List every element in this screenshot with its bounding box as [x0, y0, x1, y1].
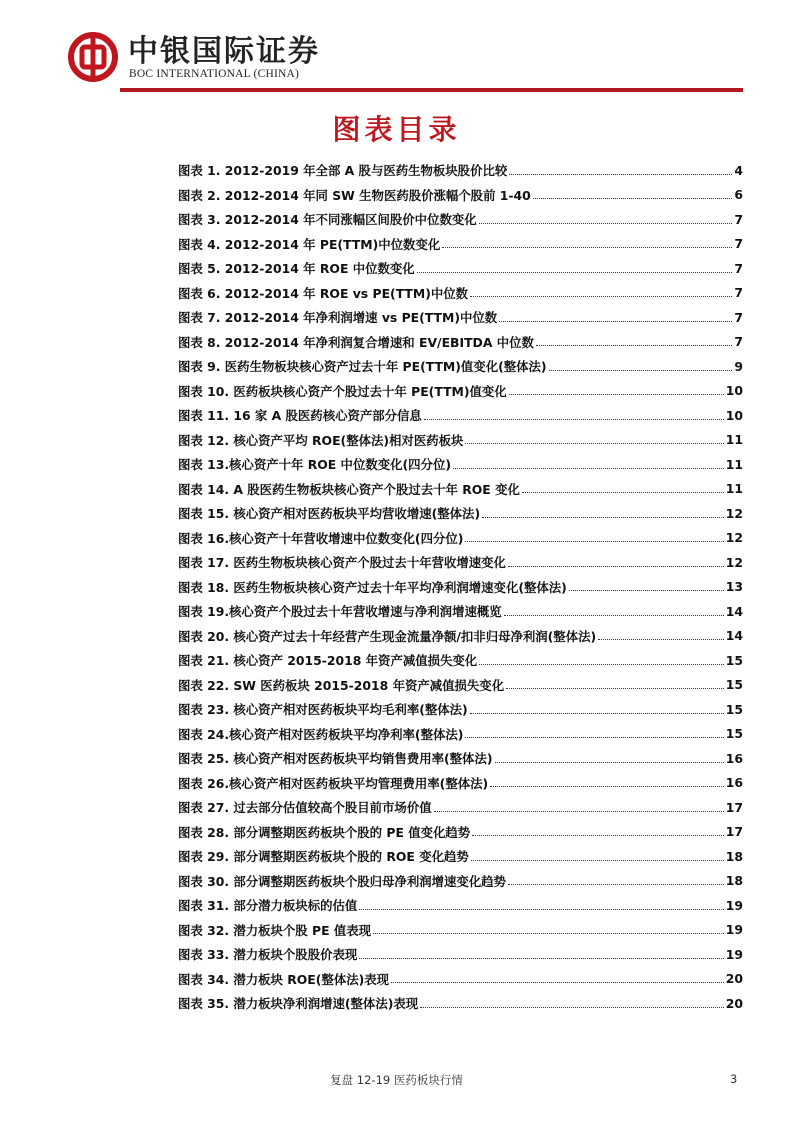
toc-item-label: 图表 4. 2012-2014 年 PE(TTM)中位数变化 — [178, 236, 441, 252]
toc-item-label: 图表 30. 部分调整期医药板块个股归母净利润增速变化趋势 — [178, 873, 506, 889]
toc-item-label: 图表 13.核心资产十年 ROE 中位数变化(四分位) — [178, 457, 452, 473]
toc-item[interactable] — [178, 452, 743, 477]
toc-leader-dots — [471, 860, 724, 861]
toc-leader-dots — [470, 713, 724, 714]
toc-item-label: 图表 17. 医药生物板块核心资产个股过去十年营收增速变化 — [178, 555, 506, 571]
toc-leader-dots — [509, 394, 724, 395]
toc-item[interactable] — [178, 501, 743, 526]
toc-leader-dots — [472, 835, 724, 836]
toc-item-page: 12 — [725, 505, 743, 521]
toc-item[interactable] — [178, 648, 743, 673]
toc-item[interactable] — [178, 477, 743, 502]
toc-item-label: 图表 25. 核心资产相对医药板块平均销售费用率(整体法) — [178, 751, 493, 767]
toc-leader-dots — [373, 933, 724, 934]
toc-item[interactable] — [178, 697, 743, 722]
toc-leader-dots — [495, 762, 724, 763]
toc-leader-dots — [499, 321, 732, 322]
toc-item[interactable] — [178, 550, 743, 575]
toc-item-label: 图表 28. 部分调整期医药板块个股的 PE 值变化趋势 — [178, 824, 471, 840]
toc-item[interactable] — [178, 844, 743, 869]
toc-item-page: 19 — [725, 946, 743, 962]
toc-item[interactable] — [178, 183, 743, 208]
toc-item-page: 14 — [725, 603, 743, 619]
toc-item-label: 图表 12. 核心资产平均 ROE(整体法)相对医药板块 — [178, 432, 464, 448]
toc-item-label: 图表 32. 潜力板块个股 PE 值表现 — [178, 922, 372, 938]
toc-item-label: 图表 9. 医药生物板块核心资产过去十年 PE(TTM)值变化(整体法) — [178, 359, 547, 375]
brand-name-en: BOC INTERNATIONAL (CHINA) — [129, 68, 300, 80]
toc-item-label: 图表 27. 过去部分估值较高个股目前市场价值 — [178, 800, 432, 816]
toc-leader-dots — [479, 664, 724, 665]
toc-item-page: 15 — [725, 726, 743, 742]
toc-leader-dots — [465, 443, 723, 444]
toc-leader-dots — [417, 272, 733, 273]
toc-item-page: 19 — [725, 922, 743, 938]
toc-leader-dots — [522, 492, 724, 493]
toc-item[interactable] — [178, 722, 743, 747]
toc-item[interactable] — [178, 624, 743, 649]
toc-item-label: 图表 19.核心资产个股过去十年营收增速与净利润增速概览 — [178, 604, 502, 620]
toc-leader-dots — [509, 174, 732, 175]
toc-leader-dots — [442, 247, 732, 248]
toc-item[interactable] — [178, 869, 743, 894]
toc-item-page: 7 — [734, 285, 743, 301]
toc-item-label: 图表 15. 核心资产相对医药板块平均营收增速(整体法) — [178, 506, 481, 522]
toc-leader-dots — [482, 517, 724, 518]
toc-item[interactable] — [178, 599, 743, 624]
toc-item-label: 图表 26.核心资产相对医药板块平均管理费用率(整体法) — [178, 775, 489, 791]
toc-item-label: 图表 11. 16 家 A 股医药核心资产部分信息 — [178, 408, 422, 424]
toc-leader-dots — [508, 566, 724, 567]
footer-page-number: 3 — [730, 1072, 738, 1086]
toc-item[interactable] — [178, 256, 743, 281]
page-title: 图表目录 — [332, 113, 461, 146]
toc-item-page: 15 — [725, 677, 743, 693]
toc-item-label: 图表 16.核心资产十年营收增速中位数变化(四分位) — [178, 530, 464, 546]
toc-leader-dots — [569, 590, 724, 591]
toc-item-page: 17 — [725, 799, 743, 815]
toc-leader-dots — [549, 370, 733, 371]
toc-item-label: 图表 8. 2012-2014 年净利润复合增速和 EV/EBITDA 中位数 — [178, 334, 534, 350]
toc-leader-dots — [420, 1007, 724, 1008]
toc-item-page: 9 — [734, 358, 743, 374]
toc-item-page: 16 — [725, 775, 743, 791]
toc-item-label: 图表 21. 核心资产 2015-2018 年资产减值损失变化 — [178, 653, 478, 669]
toc-item[interactable] — [178, 746, 743, 771]
toc-item[interactable] — [178, 428, 743, 453]
toc-item-label: 图表 6. 2012-2014 年 ROE vs PE(TTM)中位数 — [178, 285, 469, 301]
toc-item[interactable] — [178, 942, 743, 967]
toc-leader-dots — [504, 615, 724, 616]
toc-item-page: 15 — [725, 701, 743, 717]
toc-leader-dots — [465, 737, 723, 738]
toc-item[interactable] — [178, 673, 743, 698]
toc-item-label: 图表 14. A 股医药生物板块核心资产个股过去十年 ROE 变化 — [178, 481, 520, 497]
toc-leader-dots — [391, 982, 724, 983]
toc-leader-dots — [598, 639, 724, 640]
toc-item-page: 7 — [734, 334, 743, 350]
toc-item-page: 20 — [725, 995, 743, 1011]
toc-item-page: 10 — [725, 383, 743, 399]
footer-report-title: 复盘 12-19 医药板块行情 — [330, 1073, 463, 1087]
toc-leader-dots — [359, 909, 723, 910]
toc-item-label: 图表 5. 2012-2014 年 ROE 中位数变化 — [178, 261, 415, 277]
toc-item-page: 11 — [725, 481, 743, 497]
toc-leader-dots — [479, 223, 733, 224]
toc-item-page: 18 — [725, 848, 743, 864]
toc-item-page: 11 — [725, 432, 743, 448]
toc-item-page: 19 — [725, 897, 743, 913]
toc-leader-dots — [533, 198, 733, 199]
toc-item[interactable] — [178, 232, 743, 257]
toc-item[interactable] — [178, 575, 743, 600]
toc-item-page: 7 — [734, 309, 743, 325]
brand-name-cn: 中银国际证券 — [128, 34, 320, 69]
toc-item-label: 图表 35. 潜力板块净利润增速(整体法)表现 — [178, 996, 419, 1012]
toc-item-page: 12 — [725, 530, 743, 546]
toc-item[interactable] — [178, 403, 743, 428]
toc-item-page: 6 — [734, 187, 743, 203]
toc-item[interactable] — [178, 918, 743, 943]
toc-leader-dots — [506, 688, 724, 689]
toc-item-page: 10 — [725, 407, 743, 423]
toc-item[interactable] — [178, 820, 743, 845]
toc-item[interactable] — [178, 281, 743, 306]
toc-item-page: 11 — [725, 456, 743, 472]
toc-item[interactable] — [178, 379, 743, 404]
toc-item-label: 图表 22. SW 医药板块 2015-2018 年资产减值损失变化 — [178, 677, 505, 693]
boc-logo-icon — [66, 30, 120, 84]
toc-item-page: 18 — [725, 873, 743, 889]
toc-item-label: 图表 7. 2012-2014 年净利润增速 vs PE(TTM)中位数 — [178, 310, 498, 326]
toc-item[interactable] — [178, 158, 743, 183]
table-of-figures — [178, 158, 743, 1016]
toc-item-label: 图表 2. 2012-2014 年同 SW 生物医药股价涨幅个股前 1-40 — [178, 187, 531, 203]
toc-leader-dots — [536, 345, 732, 346]
toc-item-page: 20 — [725, 971, 743, 987]
toc-item-label: 图表 18. 医药生物板块核心资产过去十年平均净利润增速变化(整体法) — [178, 579, 567, 595]
toc-item-label: 图表 3. 2012-2014 年不同涨幅区间股价中位数变化 — [178, 212, 477, 228]
toc-leader-dots — [359, 958, 723, 959]
toc-item-label: 图表 29. 部分调整期医药板块个股的 ROE 变化趋势 — [178, 849, 469, 865]
toc-item[interactable] — [178, 967, 743, 992]
toc-item[interactable] — [178, 526, 743, 551]
toc-item-page: 12 — [725, 554, 743, 570]
toc-item-label: 图表 23. 核心资产相对医药板块平均毛利率(整体法) — [178, 702, 468, 718]
toc-leader-dots — [434, 811, 724, 812]
toc-item[interactable] — [178, 991, 743, 1016]
toc-item-page: 4 — [734, 162, 743, 178]
toc-leader-dots — [508, 884, 724, 885]
toc-item[interactable] — [178, 330, 743, 355]
toc-item[interactable] — [178, 305, 743, 330]
toc-item-label: 图表 20. 核心资产过去十年经营产生现金流量净额/扣非归母净利润(整体法) — [178, 628, 597, 644]
toc-item-label: 图表 1. 2012-2019 年全部 A 股与医药生物板块股价比较 — [178, 163, 508, 179]
toc-item-label: 图表 24.核心资产相对医药板块平均净利率(整体法) — [178, 726, 464, 742]
toc-item-page: 15 — [725, 652, 743, 668]
toc-item-label: 图表 31. 部分潜力板块标的估值 — [178, 898, 358, 914]
toc-item-label: 图表 33. 潜力板块个股股价表现 — [178, 947, 358, 963]
toc-leader-dots — [424, 419, 724, 420]
toc-item-page: 17 — [725, 824, 743, 840]
toc-item-label: 图表 34. 潜力板块 ROE(整体法)表现 — [178, 971, 390, 987]
toc-item[interactable] — [178, 771, 743, 796]
toc-item-page: 7 — [734, 211, 743, 227]
toc-item-page: 7 — [734, 236, 743, 252]
toc-leader-dots — [465, 541, 723, 542]
toc-item-page: 16 — [725, 750, 743, 766]
header-rule — [120, 88, 743, 92]
toc-item[interactable] — [178, 207, 743, 232]
toc-item-page: 13 — [725, 579, 743, 595]
toc-leader-dots — [453, 468, 724, 469]
toc-item-page: 14 — [725, 628, 743, 644]
toc-item-label: 图表 10. 医药板块核心资产个股过去十年 PE(TTM)值变化 — [178, 383, 507, 399]
toc-item[interactable] — [178, 893, 743, 918]
toc-leader-dots — [490, 786, 724, 787]
toc-item[interactable] — [178, 354, 743, 379]
toc-item[interactable] — [178, 795, 743, 820]
toc-item-page: 7 — [734, 260, 743, 276]
toc-leader-dots — [470, 296, 732, 297]
